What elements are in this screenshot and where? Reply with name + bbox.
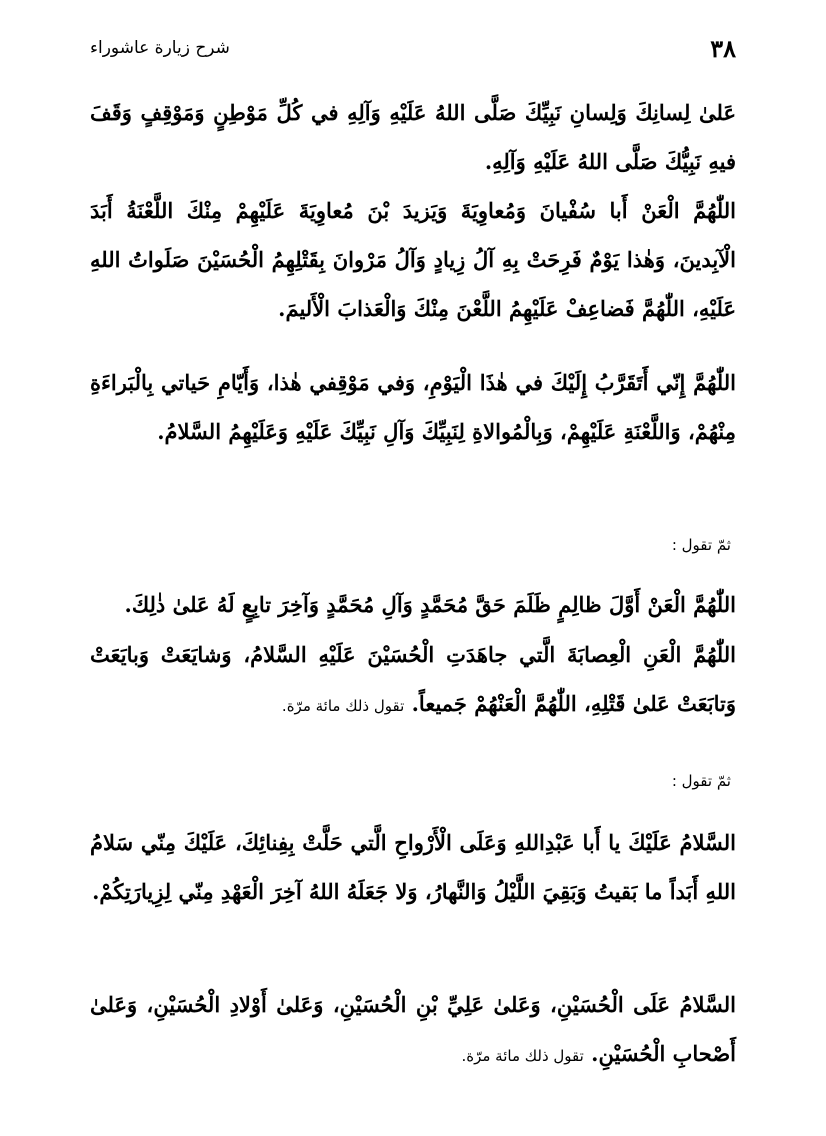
paragraph-5-text: اللّٰهُمَّ الْعَنِ الْعِصابَةَ الَّتي جاهَدَتِ الْحُسَيْنَ عَلَيْهِ السَّلامُ، وَشايَعَتْ وَبايَعَتْ وَتابَعَتْ عَلىٰ قَتْلِهِ، اللّٰهُمَّ الْعَنْهُمْ جَميعاً. [90,642,736,716]
paragraph-4: اللّٰهُمَّ الْعَنْ أَوَّلَ ظالِمٍ ظَلَمَ حَقَّ مُحَمَّدٍ وَآلِ مُحَمَّدٍ وَآخِرَ تابِعٍ لَهُ عَلىٰ ذٰلِكَ. [124,592,736,617]
page-number: ٣٨ [710,33,736,63]
paragraph-3: اللّٰهُمَّ إِنّي أَتَقَرَّبُ إِلَيْكَ في هٰذَا الْيَوْمِ، وَفي مَوْقِفي هٰذا، وَأَيّامِ حَياتي بِالْبَراءَةِ مِنْهُمْ، وَاللَّعْنَةِ عَلَيْهِمْ، وَبِالْمُوالاةِ لِنَبِيِّكَ وَآلِ نَبِيِّكَ عَلَيْهِ وَعَلَيْهِمُ السَّلامُ. [90,370,736,444]
paragraph-7 [90,980,736,1081]
paragraph-6: السَّلامُ عَلَيْكَ يا أَبا عَبْدِاللهِ وَعَلَى الْأَرْواحِ الَّتي حَلَّتْ بِفِنائِكَ، عَلَيْكَ مِنّي سَلامُ اللهِ أَبَداً ما بَقيتُ وَبَقِيَ اللَّيْلُ وَالنَّهارُ، وَلا جَعَلَهُ اللهُ آخِرَ الْعَهْدِ مِنّي لِزِيارَتِكُمْ. [90,830,736,904]
paragraph-7-text: السَّلامُ عَلَى الْحُسَيْنِ، وَعَلىٰ عَلِيِّ بْنِ الْحُسَيْنِ، وَعَلىٰ أَوْلادِ الْحُسَيْنِ، وَعَلىٰ أَصْحابِ الْحُسَيْنِ. [90,992,736,1066]
paragraph-2: اللّٰهُمَّ الْعَنْ أَبا سُفْيانَ وَمُعاوِيَةَ وَيَزيدَ بْنَ مُعاوِيَةَ عَلَيْهِمْ مِنْكَ اللَّعْنَةُ أَبَدَ الْآبِدينَ، وَهٰذا يَوْمٌ فَرِحَتْ بِهِ آلُ زِيادٍ وَآلُ مَرْوانَ بِقَتْلِهِمُ الْحُسَيْنَ صَلَواتُ اللهِ عَلَيْهِ، اللّٰهُمَّ فَضاعِفْ عَلَيْهِمُ اللَّعْنَ مِنْكَ وَالْعَذابَ الْأَليمَ. [90,198,736,321]
paragraph-1: عَلىٰ لِسانِكَ وَلِسانِ نَبِيِّكَ صَلَّى اللهُ عَلَيْهِ وَآلِهِ في كُلِّ مَوْطِنٍ وَمَوْقِفٍ وَقَفَ فيهِ نَبِيُّكَ صَلَّى اللهُ عَلَيْهِ وَآلِهِ. [90,100,736,174]
instruction-1: ثمّ تقول : [671,536,731,554]
instruction-2: ثمّ تقول : [671,772,731,790]
page-header [90,28,736,68]
repeat-note-1: تقول ذلك مائة مرّة. [281,697,405,715]
running-title: شرح زيارة عاشوراء [90,38,230,58]
repeat-note-2: تقول ذلك مائة مرّة. [461,1047,584,1065]
paragraph-5 [90,630,736,731]
